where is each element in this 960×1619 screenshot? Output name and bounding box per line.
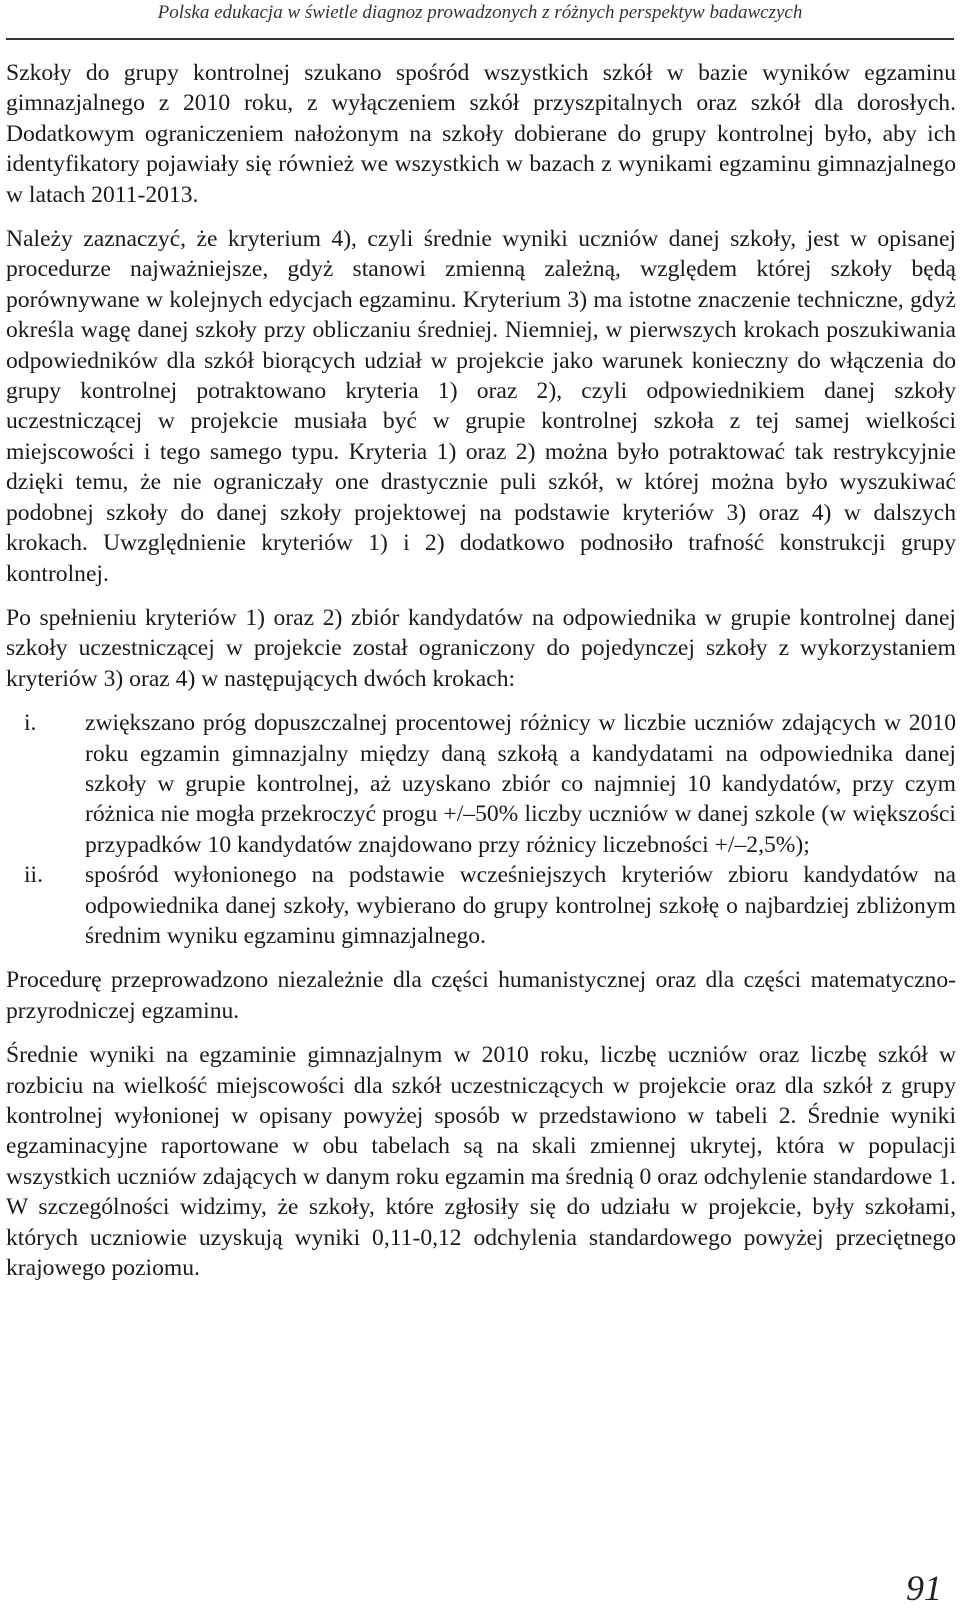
paragraph-procedure-parts: Procedurę przeprowadzono niezależnie dla części humanistycznej oraz dla części matematyczno-przyrodniczej egzaminu. [6, 967, 956, 1024]
paragraph-two-step-procedure: Po spełnieniu kryteriów 1) oraz 2) zbiór kandydatów na odpowiednika w grupie kontrolnej danej szkoły uczestniczącej w projekcie został ograniczony do pojedynczej szkoły z wykorzystaniem kryteriów 3) oraz 4) w następujących dwóch krokach: [6, 604, 956, 692]
paragraph-criteria-importance: Należy zaznaczyć, że kryterium 4), czyli średnie wyniki uczniów danej szkoły, jest w opisanej procedurze najważniejsze, gdyż stanowi zmienną zależną, względem której szkoły będą porównywane w kolejnych edycjach egzaminu. Kryterium 3) ma istotne znaczenie techniczne, gdyż określa wagę danej szkoły przy obliczaniu średniej. Niemniej, w pierwszych krokach poszukiwania odpowiedników dla szkół biorących udział w projekcie jako warunek konieczny do włączenia do grupy kontrolnej potraktowano kryteria 1) oraz 2), czyli odpowiednikiem danej szkoły uczestniczącej w projekcie musiała być w grupie kontrolnej szkoła z tej samej wielkości miejscowości i tego samego typu. Kryteria 1) oraz 2) można było potraktować tak restrykcyjnie dzięki temu, że nie ograniczały one drastycznie puli szkół, w której można było wyszukiwać podobnej szkoły do danej szkoły projektowej na podstawie kryteriów 3) oraz 4) w dalszych krokach. Uwzględnienie kryteriów 1) i 2) dodatkowo podnosiło trafność konstrukcji grupy kontrolnej. [6, 226, 956, 587]
running-header-title: Polska edukacja w świetle diagnoz prowadzonych z różnych perspektyw badawczych [157, 2, 803, 23]
main-text [6, 58, 956, 1283]
list-item [6, 708, 956, 860]
list-item-text: zwiększano próg dopuszczalnej procentowej różnicy w liczbie uczniów zdających w 2010 roku egzamin gimnazjalny między daną szkołą a kandydatami na odpowiednika danej szkoły w grupie kontrolnej, aż uzyskano zbiór co najmniej 10 kandydatów, przy czym różnica nie mogła przekroczyć progu +/–50% liczby uczniów w danej szkole (w większości przypadków 10 kandydatów znajdowano przy różnicy liczebności +/–2,5%); [85, 710, 956, 858]
list-item-marker: i. [24, 710, 37, 737]
header-divider [6, 38, 954, 40]
list-item [6, 860, 956, 951]
paragraph-results-summary: Średnie wyniki na egzaminie gimnazjalnym w 2010 roku, liczbę uczniów oraz liczbę szkół w rozbiciu na wielkość miejscowości dla szkół uczestniczących w projekcie oraz dla szkół z grupy kontrolnej wyłonionej w opisany powyżej sposób w przedstawiono w tabeli 2. Średnie wyniki egzaminacyjne raportowane w obu tabelach są na skali zmiennej ukrytej, która w populacji wszystkich uczniów zdających w danym roku egzamin ma średnią 0 oraz odchylenie standardowe 1. W szczególności widzimy, że szkoły, które zgłosiły się do udziału w projekcie, były szkołami, których uczniowie uzyskują wyniki 0,11-0,12 odchylenia standardowego powyżej przeciętnego krajowego poziomu. [6, 1042, 956, 1282]
page-number: 91 [906, 1568, 942, 1608]
page-header [0, 0, 960, 40]
list-item-text: spośród wyłonionego na podstawie wcześniejszych kryteriów zbioru kandydatów na odpowiednika danej szkoły, wybierano do grupy kontrolnej szkołę o najbardziej zbliżonym średnim wyniku egzaminu gimnazjalnego. [85, 862, 956, 949]
paragraph-control-group-selection: Szkoły do grupy kontrolnej szukano spośród wszystkich szkół w bazie wyników egzaminu gimnazjalnego z 2010 roku, z wyłączeniem szkół przyszpitalnych oraz szkół dla dorosłych. Dodatkowym ograniczeniem nałożonym na szkoły dobierane do grupy kontrolnej było, aby ich identyfikatory pojawiały się również we wszystkich w bazach z wynikami egzaminu gimnazjalnego w latach 2011-2013. [6, 60, 956, 208]
list-item-marker: ii. [24, 862, 44, 889]
procedure-steps-list [6, 708, 956, 951]
